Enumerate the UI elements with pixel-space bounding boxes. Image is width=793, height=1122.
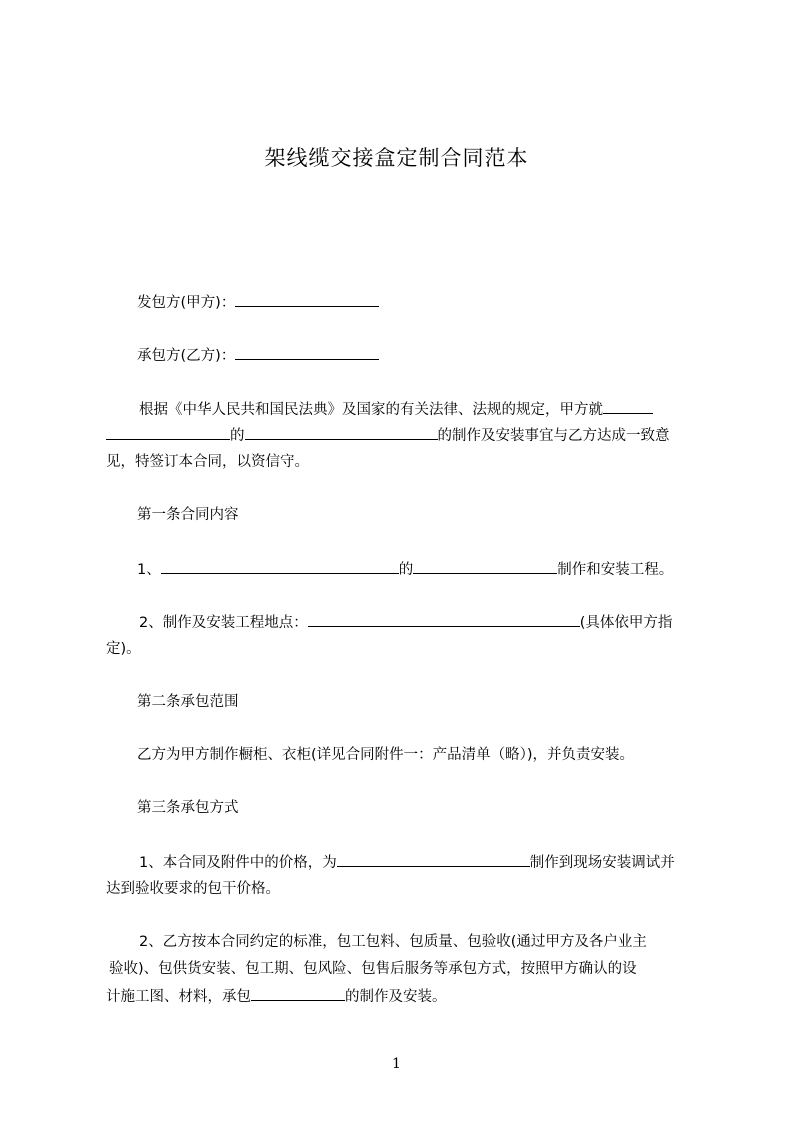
preamble-blank-1 <box>603 399 653 414</box>
article1-item1-blank-2 <box>413 559 557 574</box>
preamble-line-1 <box>139 399 653 420</box>
article3-item2-line-2: 验收)、包供货安装、包工期、包风险、包售后服务等承包方式，按照甲方确认的设 <box>109 961 637 977</box>
article3-item2-blank <box>251 986 345 1001</box>
party-b-blank <box>235 345 379 360</box>
article1-item1-prefix: 1、 <box>137 562 161 578</box>
article3-heading: 第三条承包方式 <box>137 800 239 816</box>
party-a-label: 发包方(甲方)： <box>137 295 236 311</box>
article3-item2-line-3 <box>106 986 447 1007</box>
article3-item1-line-2: 达到验收要求的包干价格。 <box>106 881 280 897</box>
preamble-line-2 <box>106 425 670 446</box>
article3-item2-line-1: 2、乙方按本合同约定的标准，包工包料、包质量、包验收(通过甲方及各户业主 <box>139 934 647 950</box>
article3-item2-l3-suffix: 的制作及安装。 <box>345 989 447 1005</box>
article1-item1-mid: 的 <box>398 562 414 578</box>
article3-item1-prefix: 1、本合同及附件中的价格，为 <box>139 855 337 871</box>
article1-item2-line-2: 定)。 <box>106 641 141 657</box>
article1-item2-blank <box>308 612 580 627</box>
article3-item1-blank <box>337 852 530 867</box>
article1-item2 <box>139 612 672 633</box>
article1-item2-suffix: (具体依甲方指 <box>579 615 673 631</box>
party-b-line <box>137 345 379 366</box>
article1-item1-suffix: 制作和安装工程。 <box>557 562 674 578</box>
preamble-text-2b: 的制作及安装事宜与乙方达成一致意 <box>437 428 670 444</box>
article1-item2-prefix: 2、制作及安装工程地点： <box>139 615 308 631</box>
party-b-label: 承包方(乙方)： <box>137 348 236 364</box>
party-a-line <box>137 292 379 313</box>
article3-item2-l3-prefix: 计施工图、材料，承包 <box>106 989 251 1005</box>
article3-item1 <box>139 852 675 873</box>
article3-item1-suffix: 制作到现场安装调试并 <box>529 855 675 871</box>
article1-item1-blank-1 <box>161 559 399 574</box>
article1-item1 <box>137 559 673 580</box>
preamble-blank-2 <box>106 425 230 440</box>
article2-heading: 第二条承包范围 <box>137 694 239 710</box>
preamble-text-2a: 的 <box>230 428 245 444</box>
preamble-line-3: 见，特签订本合同，以资信守。 <box>106 454 309 470</box>
page-number: 1 <box>392 1056 401 1072</box>
article1-heading: 第一条合同内容 <box>137 507 239 523</box>
preamble-blank-3 <box>245 425 438 440</box>
article2-text: 乙方为甲方制作橱柜、衣柜(详见合同附件一：产品清单（略）)，并负责安装。 <box>137 747 635 763</box>
document-title: 架线缆交接盒定制合同范本 <box>264 146 529 170</box>
party-a-blank <box>235 292 379 307</box>
preamble-text-1: 根据《中华人民共和国民法典》及国家的有关法律、法规的规定，甲方就 <box>139 402 603 418</box>
